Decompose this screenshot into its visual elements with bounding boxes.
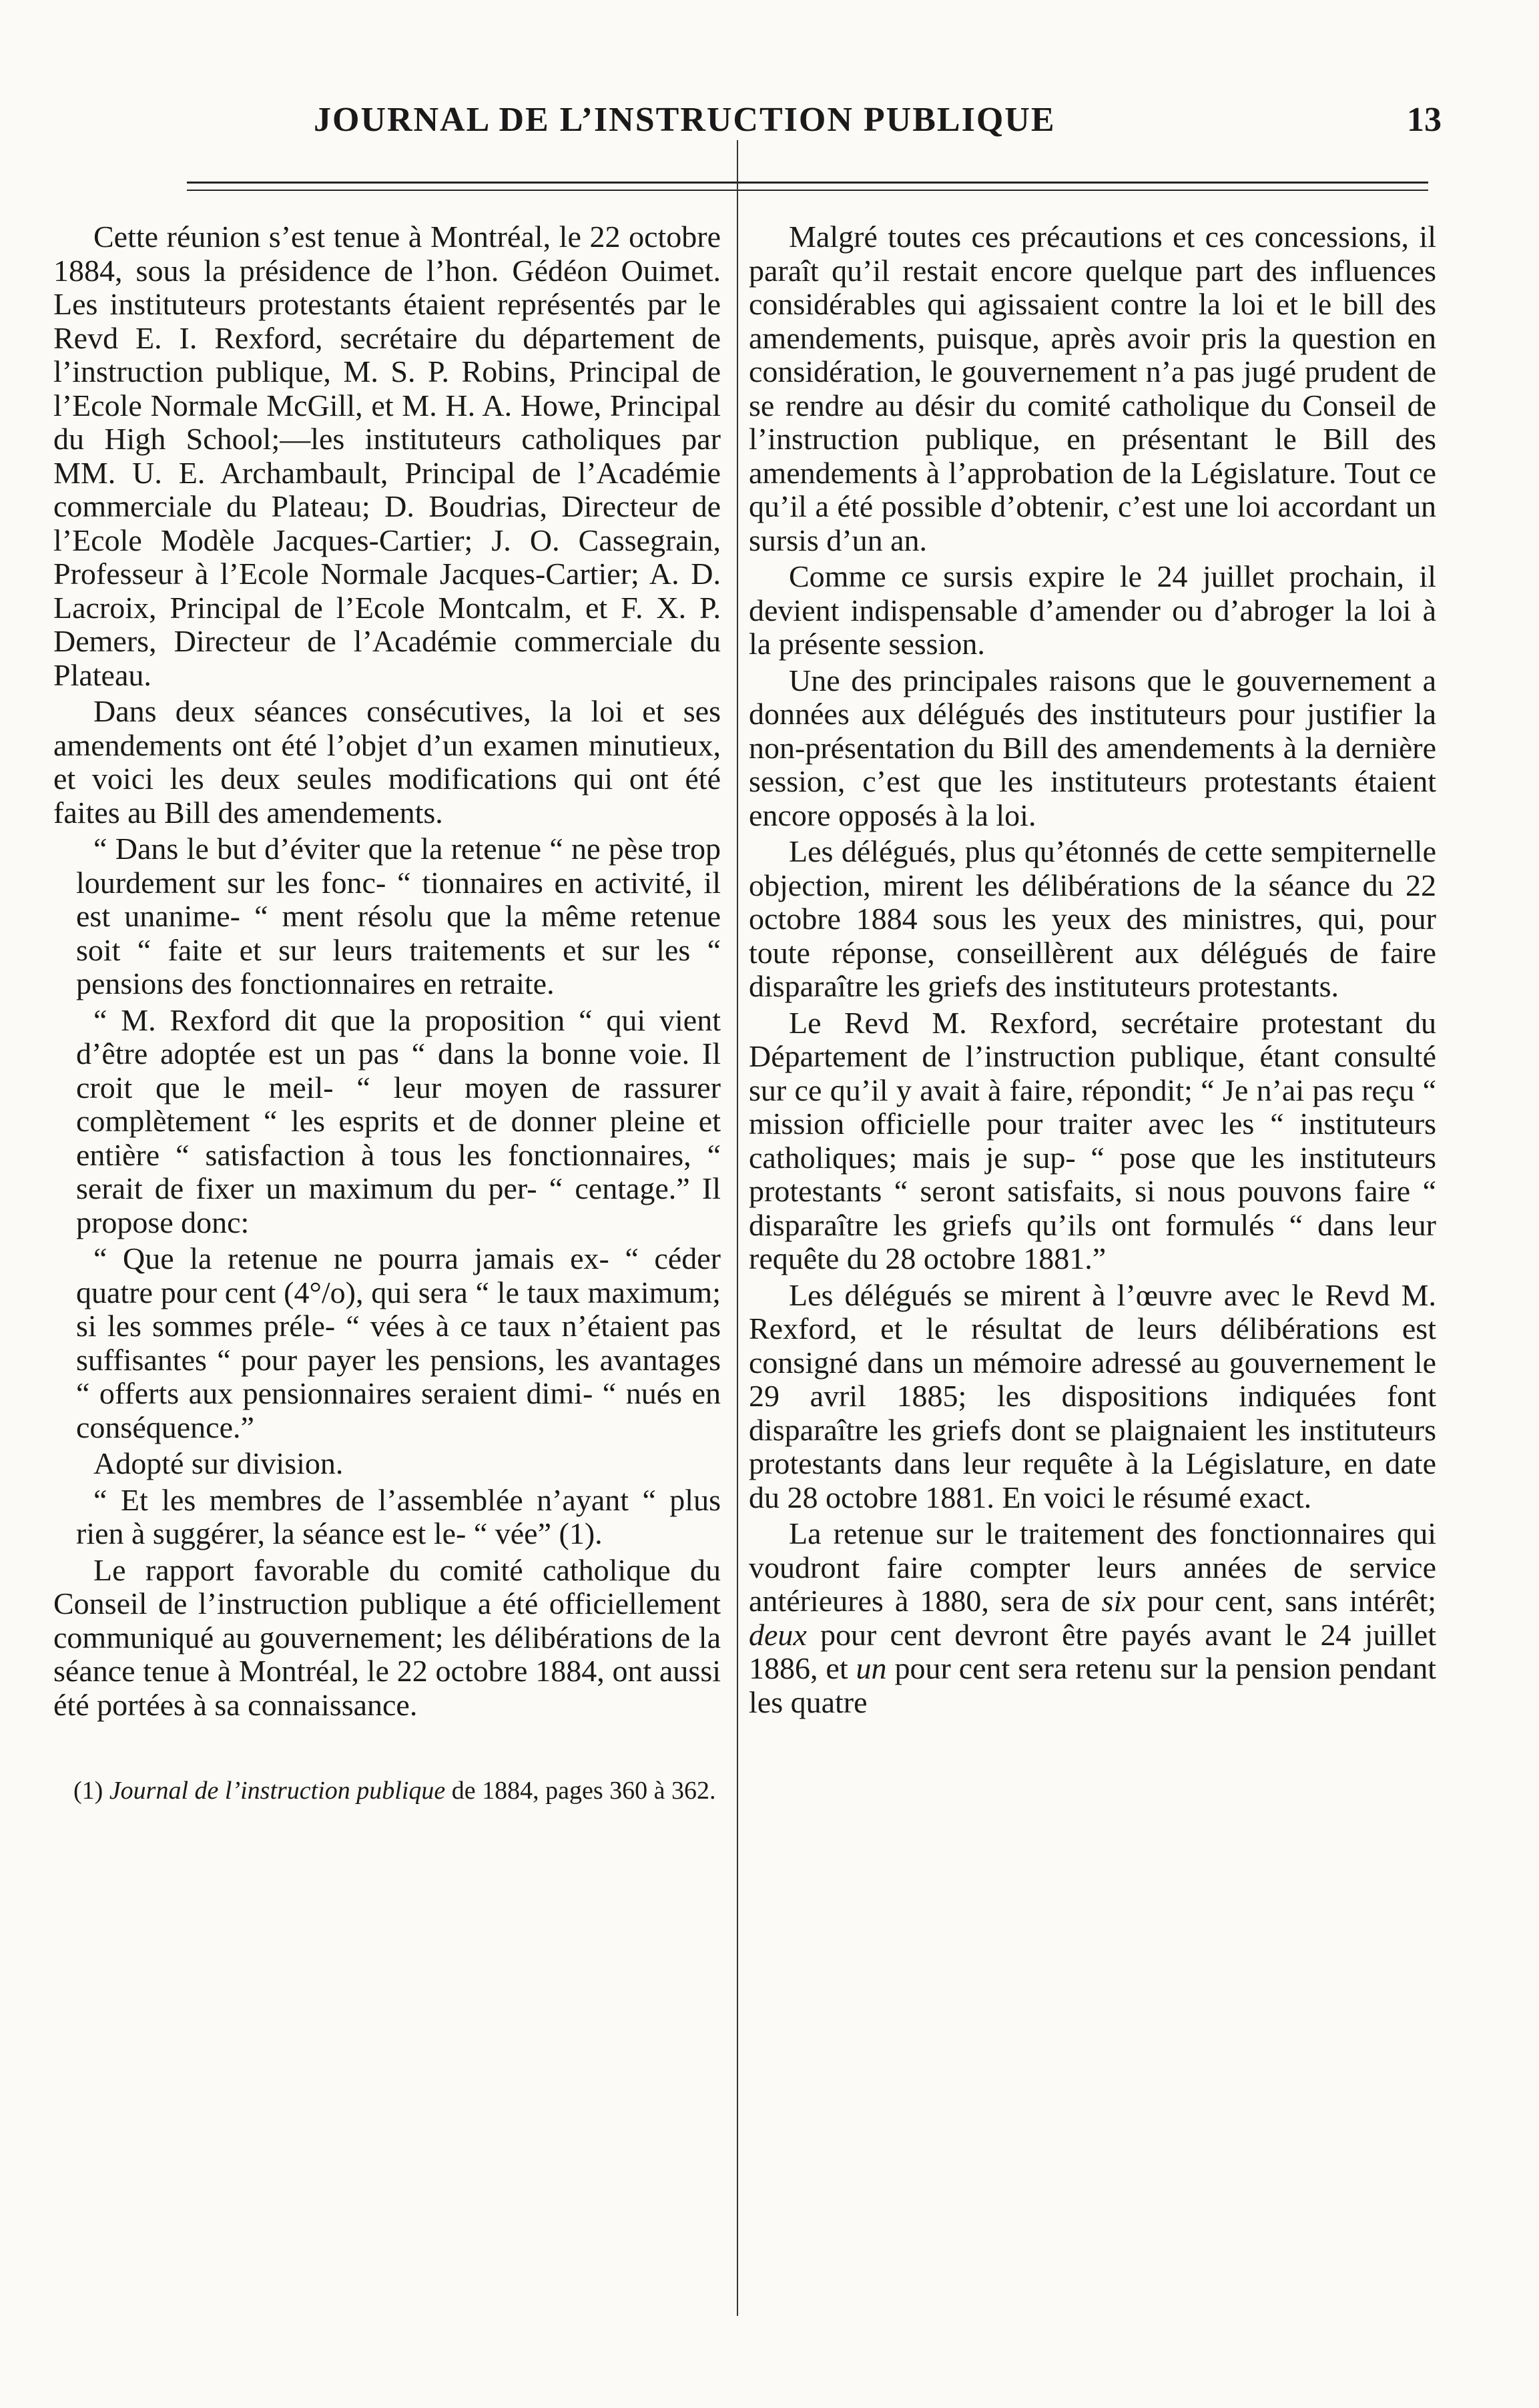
footnote-title: Journal de l’instruction publique (109, 1777, 446, 1805)
quote-paragraph: “ Et les membres de l’assemblée n’ayant “ plus rien à suggérer, la séance est le- “ vée” (1). (76, 1482, 721, 1550)
paragraph: Les délégués se mirent à l’œuvre avec le Revd M. Rexford, et le résultat de leurs délibérations est consigné dans un mémoire adressé au gouvernement le 29 avril 1885; les dispositions indiquées font disparaître les griefs dont se plaignaient les instituteurs protestants dans leur requête à la Législature, en date du 28 octobre 1881. En voici le résumé exact. (749, 1277, 1436, 1514)
left-column (53, 220, 721, 1806)
quote-paragraph: “ Dans le but d’éviter que la retenue “ ne pèse trop lourdement sur les fonc- “ tionnaires en activité, il est unanime- “ ment résolu que la même retenue soit “ faite et sur leurs traitements et sur les “ pensions des fonctionnaires en retraite. (76, 832, 721, 1000)
paragraph: Malgré toutes ces précautions et ces concessions, il paraît qu’il restait encore quelque part des influences considérables qui agissaient contre la loi et le bill des amendements, puisque, après avoir pris la question en considération, le gouvernement n’a pas jugé prudent de se rendre au désir du comité catholique du Conseil de l’instruction publique, en présentant le Bill des amendements à l’approbation de la Législature. Tout ce qu’il a été possible d’obtenir, c’est une loi accordant un sursis d’un an. (749, 220, 1436, 557)
column-divider (737, 140, 738, 2316)
header-rule-bottom (187, 190, 1428, 191)
footnote-text: de 1884, pages 360 à 362. (445, 1777, 716, 1805)
paragraph: Une des principales raisons que le gouvernement a données aux délégués des instituteurs pour justifier la non-présentation du Bill des amendements à la dernière session, c’est que les instituteurs protestants étaient encore opposés à la loi. (749, 663, 1436, 832)
right-column (749, 220, 1436, 1722)
text-run: pour cent sera retenu sur la pension pendant les quatre (749, 1651, 1436, 1719)
paragraph: Cette réunion s’est tenue à Montréal, le 22 octobre 1884, sous la présidence de l’hon. Gédéon Ouimet. Les instituteurs protestants étaient représentés par le Revd E. I. Rexford, secrétaire du département de l’instruction publique, M. S. P. Robins, Principal de l’Ecole Normale McGill, et M. H. A. Howe, Principal du High School;—les instituteurs catholiques par MM. U. E. Archambault, Principal de l’Académie commerciale du Plateau; D. Boudrias, Directeur de l’Ecole Modèle Jacques-Cartier; J. O. Cassegrain, Professeur à l’Ecole Normale Jacques-Cartier; A. D. Lacroix, Principal de l’Ecole Montcalm, et F. X. P. Demers, Directeur de l’Académie commerciale du Plateau. (53, 220, 721, 692)
paragraph (749, 1517, 1436, 1719)
paragraph: Le rapport favorable du comité catholique du Conseil de l’instruction publique a été officiellement communiqué au gouvernement; les délibérations de la séance tenue à Montréal, le 22 octobre 1884, ont aussi été portées à sa connaissance. (53, 1552, 721, 1722)
running-head: JOURNAL DE L’INSTRUCTION PUBLIQUE (314, 101, 1056, 139)
paragraph: Les délégués, plus qu’étonnés de cette sempiternelle objection, mirent les délibérations de la séance du 22 octobre 1884 sous les yeux des ministres, qui, pour toute réponse, conseillèrent aux délégués de faire disparaître les griefs des instituteurs protestants. (749, 834, 1436, 1003)
italic-run: six (1101, 1584, 1136, 1618)
paragraph: Le Revd M. Rexford, secrétaire protestant du Département de l’instruction publique, étant consulté sur ce qu’il y avait à faire, répondit; “ Je n’ai pas reçu “ mission officielle pour traiter avec les “ instituteurs catholiques; mais je sup- “ pose que les instituteurs protestants “ seront satisfaits, si nous pouvons faire “ disparaître les griefs qu’ils ont formulés “ dans leur requête du 28 octobre 1881.” (749, 1005, 1436, 1275)
paragraph: Dans deux séances consécutives, la loi et ses amendements ont été l’objet d’un examen minutieux, et voici les deux seules modifications qui ont été faites au Bill des amendements. (53, 694, 721, 830)
footnote (53, 1775, 721, 1806)
page-header (180, 100, 1442, 154)
text-run: pour cent, sans intérêt; (1135, 1584, 1436, 1618)
paragraph: Adopté sur division. (93, 1446, 344, 1480)
page-number: 13 (1407, 101, 1442, 139)
text-run: pour cent devront être payés avant le 24 juillet 1886, et (749, 1617, 1436, 1685)
footnote-marker: (1) (73, 1777, 109, 1805)
quote-paragraph: “ Que la retenue ne pourra jamais ex- “ céder quatre pour cent (4°/o), qui sera “ le taux maximum; si les sommes préle- “ vées à ce taux n’étaient pas suffisantes “ pour payer les pensions, les avantages “ offerts aux pensionnaires seraient dimi- “ nués en conséquence.” (76, 1241, 721, 1444)
italic-run: un (856, 1651, 887, 1685)
quote-paragraph: “ M. Rexford dit que la proposition “ qui vient d’être adoptée est un pas “ dans la bonne voie. Il croit que le meil- “ leur moyen de rassurer complètement “ les esprits et de donner pleine et entière “ satisfaction à tous les fonctionnaires, “ serait de fixer un maximum du per- “ centage.” Il propose donc: (76, 1002, 721, 1239)
italic-run: deux (749, 1617, 807, 1652)
text-run: La retenue sur le traitement des fonctionnaires qui voudront faire compter leurs années de service antérieures à 1880, sera de (749, 1516, 1436, 1618)
header-rule-top (187, 182, 1428, 184)
paragraph: Comme ce sursis expire le 24 juillet prochain, il devient indispensable d’amender ou d’abroger la loi à la présente session. (749, 559, 1436, 661)
